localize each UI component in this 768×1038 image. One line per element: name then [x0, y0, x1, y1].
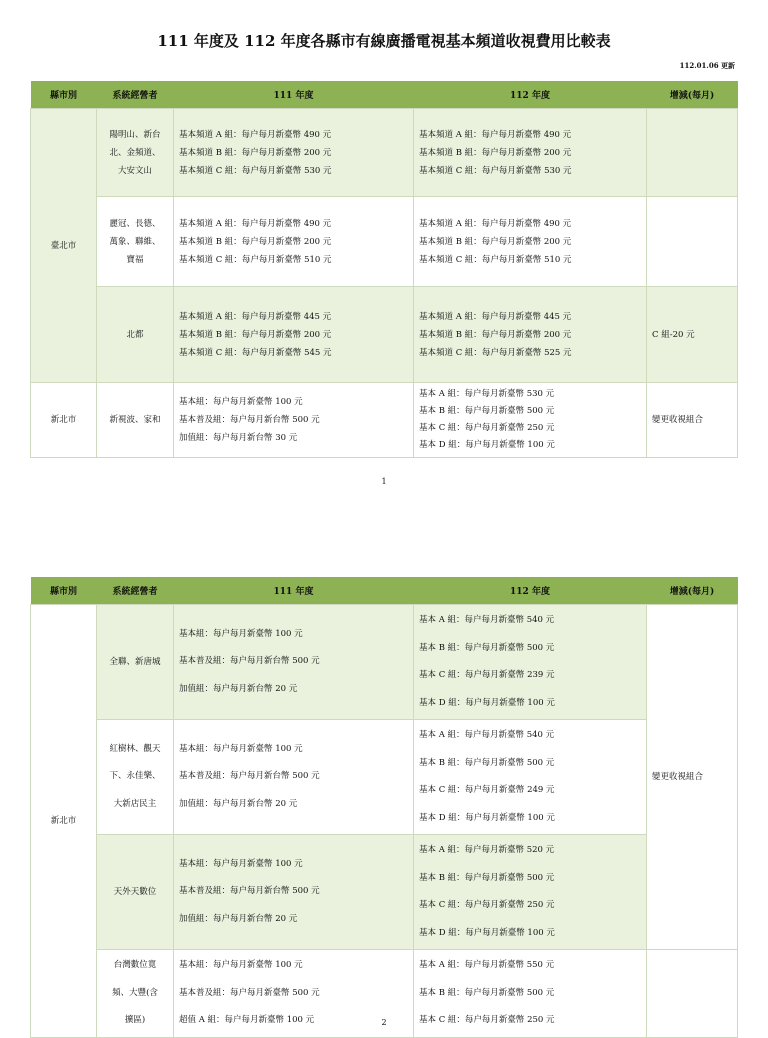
- fee-line: 基本 C 組：每户每月新臺幣 239 元: [419, 670, 555, 680]
- fee-line: 基本 C 組：每户每月新臺幣 250 元: [419, 1015, 555, 1025]
- county-cell: 新北市: [31, 383, 97, 458]
- fee-line: 基本頻道 A 組：每户每月新臺幣 445 元: [419, 311, 572, 322]
- table-header-row: [31, 81, 738, 109]
- operator-cell: [97, 835, 174, 950]
- header-112: 112 年度: [414, 81, 647, 109]
- county-cell: 新北市: [31, 605, 97, 1038]
- fee-line: 基本頻道 A 組：每户每月新臺幣 490 元: [419, 129, 572, 140]
- fee-line: 基本 B 組：每户每月新臺幣 500 元: [419, 987, 555, 998]
- operator-line: 台灣數位寬: [113, 960, 157, 970]
- fee-line: 基本 A 組：每户每月新臺幣 520 元: [419, 845, 555, 855]
- header-change: 增減(每月): [647, 577, 738, 605]
- change-cell: 變更收視組合: [647, 383, 738, 458]
- fee-line: 基本組：每户每月新臺幣 100 元: [179, 858, 303, 869]
- fee-line: 基本頻道 C 組：每户每月新臺幣 530 元: [419, 165, 572, 176]
- fee-112-cell: [414, 720, 647, 835]
- fee-line: 基本頻道 B 組：每户每月新臺幣 200 元: [179, 329, 332, 340]
- fee-111-cell: [174, 109, 414, 197]
- fee-line: 基本頻道 C 組：每户每月新臺幣 530 元: [179, 165, 332, 176]
- table-row: [31, 197, 738, 287]
- fee-112-cell: [414, 605, 647, 720]
- fee-111-cell: [174, 605, 414, 720]
- fee-line: 基本頻道 A 組：每户每月新臺幣 490 元: [419, 218, 572, 229]
- fee-line: 基本 D 組：每户每月新臺幣 100 元: [419, 440, 555, 450]
- page-number: 2: [381, 1018, 387, 1027]
- change-cell: C 組-20 元: [647, 287, 738, 383]
- fee-line: 基本組：每户每月新臺幣 100 元: [179, 960, 303, 970]
- table-row: [31, 383, 738, 458]
- operator-line: 下、永佳樂、: [109, 771, 161, 782]
- fee-line: 基本 B 組：每户每月新臺幣 500 元: [419, 872, 555, 883]
- fee-line: 基本普及組：每户每月新台幣 500 元: [179, 415, 320, 425]
- operator-line: 全聯、新唐城: [109, 657, 161, 667]
- fee-line: 基本頻道 B 組：每户每月新臺幣 200 元: [179, 147, 332, 158]
- operator-cell: [97, 383, 174, 458]
- table-row: [31, 720, 738, 835]
- table-row: [31, 605, 738, 720]
- operator-cell: [97, 109, 174, 197]
- fee-line: 基本頻道 A 組：每户每月新臺幣 445 元: [179, 311, 332, 322]
- table-row: [31, 835, 738, 950]
- operator-line: 擴區): [124, 1015, 146, 1025]
- county-cell: 臺北市: [31, 109, 97, 383]
- fee-112-cell: [414, 383, 647, 458]
- fee-111-cell: [174, 720, 414, 835]
- fee-line: 基本頻道 C 組：每户每月新臺幣 510 元: [419, 254, 572, 265]
- fee-111-cell: [174, 197, 414, 287]
- fee-line: 基本組：每户每月新臺幣 100 元: [179, 743, 303, 754]
- fee-line: 基本頻道 A 組：每户每月新臺幣 490 元: [179, 129, 332, 140]
- operator-cell: [97, 720, 174, 835]
- update-date: 112.01.06 更新: [679, 61, 735, 70]
- operator-line: 陽明山、新台: [109, 129, 161, 140]
- fee-table-page2: [30, 577, 738, 1038]
- operator-line: 大新店民主: [113, 798, 157, 809]
- fee-line: 基本普及組：每户每月新臺幣 500 元: [179, 987, 320, 998]
- fee-line: 基本 A 組：每户每月新臺幣 550 元: [419, 960, 555, 970]
- operator-line: 天外天數位: [113, 887, 157, 897]
- fee-line: 基本頻道 B 組：每户每月新臺幣 200 元: [179, 236, 332, 247]
- header-change: 增減(每月): [647, 81, 738, 109]
- fee-line: 基本頻道 C 組：每户每月新臺幣 525 元: [419, 347, 572, 358]
- header-county: 縣市別: [31, 81, 97, 109]
- fee-111-cell: [174, 835, 414, 950]
- operator-cell: [97, 605, 174, 720]
- fee-line: 基本 B 組：每户每月新臺幣 500 元: [419, 642, 555, 653]
- fee-line: 基本普及組：每户每月新台幣 500 元: [179, 656, 320, 667]
- fee-line: 基本 B 組：每户每月新臺幣 500 元: [419, 406, 555, 416]
- fee-line: 基本頻道 A 組：每户每月新臺幣 490 元: [179, 218, 332, 229]
- fee-line: 基本 C 組：每户每月新臺幣 249 元: [419, 785, 555, 795]
- fee-112-cell: [414, 287, 647, 383]
- operator-line: 北、金頻道、: [109, 147, 161, 158]
- fee-111-cell: [174, 287, 414, 383]
- table-header-row: [31, 577, 738, 605]
- operator-cell: [97, 197, 174, 287]
- fee-line: 加值組：每户每月新台幣 20 元: [179, 798, 298, 809]
- header-111: 111 年度: [174, 81, 414, 109]
- fee-112-cell: [414, 109, 647, 197]
- header-operator: 系統經營者: [97, 577, 174, 605]
- fee-line: 基本組：每户每月新臺幣 100 元: [179, 628, 303, 639]
- fee-111-cell: [174, 383, 414, 458]
- document-title: 111 年度及 112 年度各縣市有線廣播電視基本頻道收視費用比較表: [157, 32, 611, 50]
- fee-line: 基本 A 組：每户每月新臺幣 540 元: [419, 615, 555, 625]
- fee-line: 加值組：每户每月新台幣 20 元: [179, 913, 298, 924]
- table-row: [31, 109, 738, 197]
- fee-line: 基本 A 組：每户每月新臺幣 530 元: [419, 389, 555, 399]
- operator-line: 紅樹林、觀天: [109, 743, 161, 754]
- fee-line: 基本頻道 C 組：每户每月新臺幣 545 元: [179, 347, 332, 358]
- fee-line: 基本 B 組：每户每月新臺幣 500 元: [419, 757, 555, 768]
- fee-line: 基本頻道 B 組：每户每月新臺幣 200 元: [419, 236, 572, 247]
- header-county: 縣市別: [31, 577, 97, 605]
- fee-line: 基本 C 組：每户每月新臺幣 250 元: [419, 423, 555, 433]
- change-cell: [647, 197, 738, 287]
- fee-line: 基本 D 組：每户每月新臺幣 100 元: [419, 812, 555, 823]
- operator-line: 新視波、家和: [109, 415, 161, 425]
- fee-line: 超值 A 組：每户每月新臺幣 100 元: [179, 1015, 315, 1025]
- operator-line: 寶福: [126, 254, 144, 265]
- operator-line: 麗冠、長德、: [109, 218, 161, 229]
- fee-line: 基本 A 組：每户每月新臺幣 540 元: [419, 730, 555, 740]
- fee-line: 基本普及組：每户每月新台幣 500 元: [179, 886, 320, 897]
- operator-line: 萬象、聯維、: [109, 236, 161, 247]
- header-operator: 系統經營者: [97, 81, 174, 109]
- operator-line: 北都: [126, 329, 144, 340]
- fee-line: 基本 C 組：每户每月新臺幣 250 元: [419, 900, 555, 910]
- fee-line: 加值組：每户每月新台幣 30 元: [179, 433, 298, 443]
- change-cell: [647, 109, 738, 197]
- fee-line: 基本 D 組：每户每月新臺幣 100 元: [419, 927, 555, 938]
- header-111: 111 年度: [174, 577, 414, 605]
- fee-line: 基本頻道 C 組：每户每月新臺幣 510 元: [179, 254, 332, 265]
- operator-cell: [97, 287, 174, 383]
- operator-line: 大安文山: [117, 165, 152, 176]
- fee-112-cell: [414, 835, 647, 950]
- fee-line: 基本 D 組：每户每月新臺幣 100 元: [419, 697, 555, 708]
- operator-line: 頻、大豐(含: [112, 987, 158, 998]
- change-cell: 變更收視組合: [647, 605, 738, 950]
- fee-line: 基本頻道 B 組：每户每月新臺幣 200 元: [419, 329, 572, 340]
- fee-line: 基本組：每户每月新臺幣 100 元: [179, 397, 303, 407]
- fee-line: 基本頻道 B 組：每户每月新臺幣 200 元: [419, 147, 572, 158]
- fee-line: 加值組：每户每月新台幣 20 元: [179, 683, 298, 694]
- fee-112-cell: [414, 197, 647, 287]
- header-112: 112 年度: [414, 577, 647, 605]
- fee-line: 基本普及組：每户每月新台幣 500 元: [179, 771, 320, 782]
- page-number: 1: [381, 477, 387, 486]
- table-row: [31, 287, 738, 383]
- fee-table-page1: [30, 81, 738, 458]
